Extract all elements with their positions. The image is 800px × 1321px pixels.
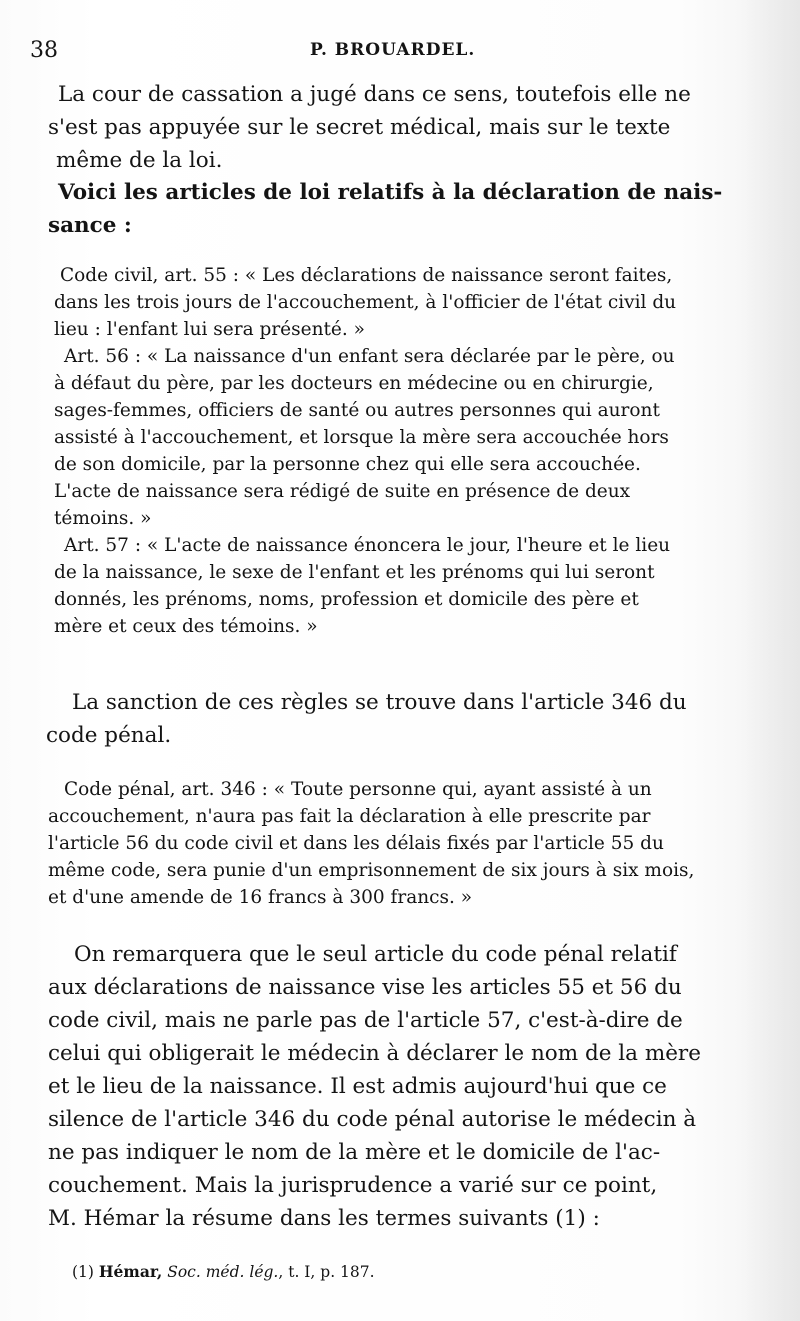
text-line: La cour de cassation a jugé dans ce sens, toutefois elle ne (58, 82, 691, 107)
text-line: dans les trois jours de l'accouchement, à l'officier de l'état civil du (54, 292, 677, 313)
text-line: à défaut du père, par les docteurs en médecine ou en chirurgie, (54, 373, 654, 394)
text-line: Art. 56 : « La naissance d'un enfant sera déclarée par le père, ou (64, 346, 675, 367)
text-line: On remarquera que le seul article du code pénal relatif (74, 942, 677, 967)
text-line: Voici les articles de loi relatifs à la déclaration de nais- (58, 180, 723, 205)
paragraph-sanction (46, 686, 758, 752)
text-line: et le lieu de la naissance. Il est admis aujourd'hui que ce (48, 1074, 667, 1099)
text-line: donnés, les prénoms, noms, profession et domicile des père et (54, 589, 639, 610)
text-line: code civil, mais ne parle pas de l'article 57, c'est-à-dire de (48, 1008, 683, 1033)
text-line: celui qui obligerait le médecin à déclarer le nom de la mère (48, 1041, 701, 1066)
text-line: l'article 56 du code civil et dans les délais fixés par l'article 55 du (48, 833, 664, 854)
text-line: Code civil, art. 55 : « Les déclarations de naissance seront faites, (60, 265, 673, 286)
text-line: silence de l'article 346 du code pénal autorise le médecin à (48, 1107, 697, 1132)
text-line: de son domicile, par la personne chez qui elle sera accouchée. (54, 454, 641, 475)
footnote-ref: , t. I, p. 187. (278, 1263, 375, 1281)
footnote (72, 1262, 375, 1281)
code-civil-citation (54, 262, 760, 640)
text-line: sages-femmes, officiers de santé ou autres personnes qui auront (54, 400, 660, 421)
code-penal-citation (48, 776, 760, 911)
text-line: témoins. » (54, 508, 152, 529)
text-line: M. Hémar la résume dans les termes suivants (1) : (48, 1206, 600, 1231)
page-header (30, 38, 770, 68)
text-line: Code pénal, art. 346 : « Toute personne qui, ayant assisté à un (64, 779, 652, 800)
text-line: code pénal. (46, 723, 172, 748)
text-line: de la naissance, le sexe de l'enfant et les prénoms qui lui seront (54, 562, 655, 583)
text-line: L'acte de naissance sera rédigé de suite en présence de deux (54, 481, 631, 502)
running-head: P. BROUARDEL. (310, 40, 476, 60)
text-line: La sanction de ces règles se trouve dans l'article 346 du (72, 690, 687, 715)
paragraph-remarque (48, 938, 760, 1235)
text-line: sance : (48, 213, 132, 238)
paragraph-articles-intro (48, 176, 758, 242)
text-line: même de la loi. (56, 148, 223, 173)
text-line: Art. 57 : « L'acte de naissance énoncera le jour, l'heure et le lieu (64, 535, 671, 556)
text-line: accouchement, n'aura pas fait la déclaration à elle prescrite par (48, 806, 651, 827)
text-line: lieu : l'enfant lui sera présenté. » (54, 319, 365, 340)
paragraph-cassation (48, 78, 758, 177)
text-line: ne pas indiquer le nom de la mère et le domicile de l'ac- (48, 1140, 661, 1165)
text-line: assisté à l'accouchement, et lorsque la mère sera accouchée hors (54, 427, 669, 448)
footnote-marker: (1) (72, 1263, 94, 1281)
text-line: aux déclarations de naissance vise les articles 55 et 56 du (48, 975, 682, 1000)
text-line: mère et ceux des témoins. » (54, 616, 318, 637)
text-line: même code, sera punie d'un emprisonnement de six jours à six mois, (48, 860, 695, 881)
text-line: et d'une amende de 16 francs à 300 francs. » (48, 887, 473, 908)
footnote-source: Soc. méd. lég. (167, 1263, 279, 1281)
footnote-author: Hémar, (98, 1262, 163, 1281)
text-line: couchement. Mais la jurisprudence a varié sur ce point, (48, 1173, 658, 1198)
text-line: s'est pas appuyée sur le secret médical, mais sur le texte (48, 115, 671, 140)
page-number: 38 (30, 38, 58, 63)
